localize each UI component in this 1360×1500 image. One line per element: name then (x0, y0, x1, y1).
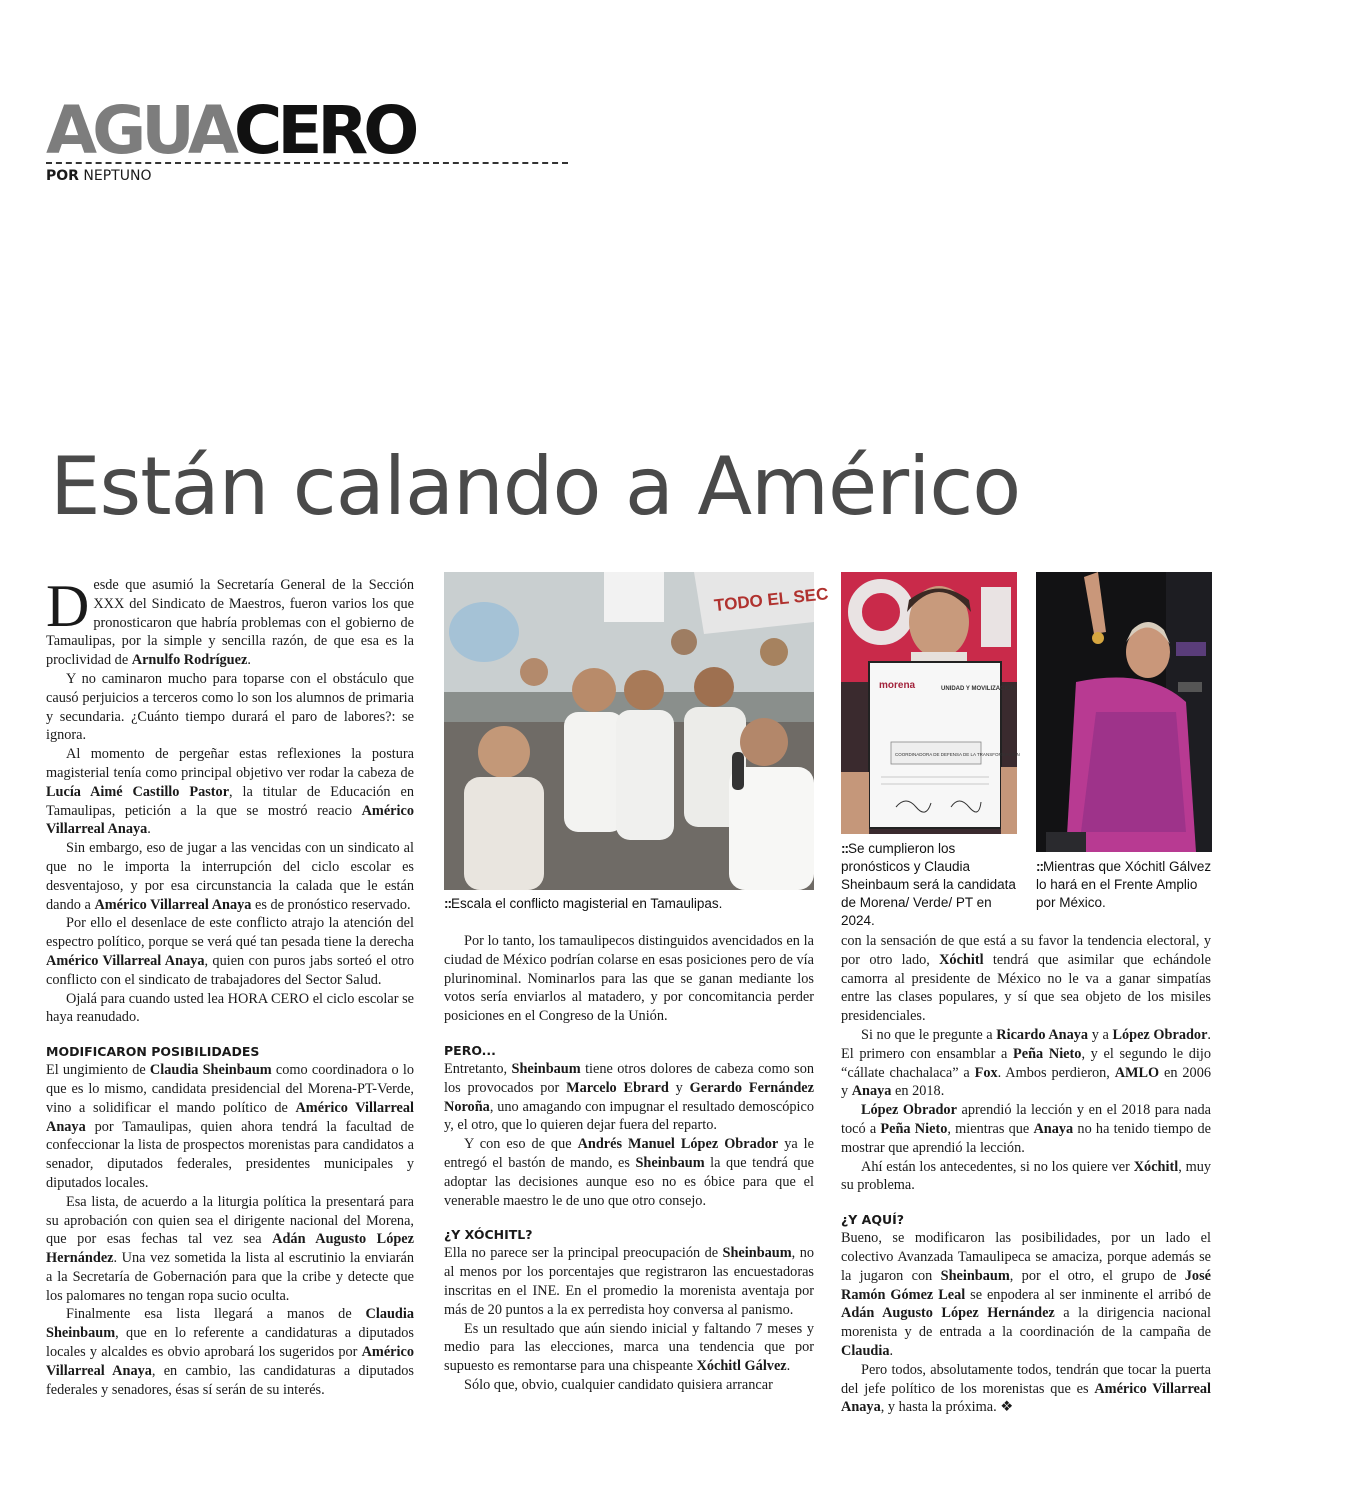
subheading: ¿Y XÓCHITL? (444, 1227, 533, 1243)
paragraph: Ojalá para cuando usted lea HORA CERO el ciclo escolar se haya reanudado. (46, 990, 414, 1026)
article-column-1 (46, 573, 414, 1399)
subheading: ¿Y AQUÍ? (841, 1212, 905, 1228)
drop-cap: D (46, 573, 90, 639)
subheading: MODIFICARON POSIBILIDADES (46, 1044, 260, 1060)
document-brand: morena (879, 680, 916, 691)
headline: Están calando a Américo (50, 440, 1021, 533)
photo-caption-2: ::Se cumplieron los pronósticos y Claudia Sheinbaum será la candidata de Morena/ Verde/ PT en 2024. (841, 841, 1016, 928)
document-title: COORDINADORA DE DEFENSA DE LA TRANSFORMACIÓN (895, 752, 1020, 757)
paragraph: Desde que asumió la Secretaría General de la Sección XXX del Sindicato de Maestros, fueron varios los que pronosticaron que habría problemas con el gobierno de Tamaulipas, por la simple y sencilla razón, de que esa es la proclividad de Arnulfo Rodríguez. (46, 573, 414, 669)
photo-xochitl (1036, 572, 1212, 852)
photo-sheinbaum (841, 572, 1020, 834)
masthead (46, 92, 571, 184)
protest-photo-image (444, 572, 830, 890)
paragraph: El ungimiento de Claudia Sheinbaum como coordinadora o lo que es lo mismo, candidata presidencial del Morena-PT-Verde, vino a solidificar el mando político de Américo Villarreal Anaya por Tamaulipas, quien ahora tendrá la facultad de confeccionar la lista de prospectos morenistas para candidatos a senador, diputados federales, presidentes municipales y diputados locales. (46, 1062, 414, 1191)
paragraph: Ahí están los antecedentes, si no los quiere ver Xóchitl, muy su problema. (841, 1158, 1211, 1194)
sheinbaum-photo-image (841, 572, 1020, 834)
document-heading: UNIDAD Y MOVILIZACIÓN (941, 686, 1016, 692)
section-logo: AGUACERO (46, 92, 415, 169)
photo-caption-1: ::Escala el conflicto magisterial en Tamaulipas. (444, 896, 723, 911)
photo-caption-3: ::Mientras que Xóchitl Gálvez lo hará en el Frente Amplio por México. (1036, 859, 1212, 910)
banner-text: TODO EL SEC (713, 584, 830, 616)
paragraph: Pero todos, absolutamente todos, tendrán que tocar la puerta del jefe político de los morenistas que es Américo Villarreal Anaya, y hasta la próxima. ❖ (841, 1361, 1211, 1416)
paragraph: López Obrador aprendió la lección y en el 2018 para nada tocó a Peña Nieto, mientras que Anaya no ha tenido tiempo de mostrar que aprendió la lección. (841, 1102, 1212, 1156)
paragraph: Entretanto, Sheinbaum tiene otros dolores de cabeza como son los provocados por Marcelo Ebrard y Gerardo Fernández Noroña, uno amagando con impugnar el resultado demoscópico y, el otro, que lo quieren dejar fuera del reparto. (444, 1060, 814, 1134)
paragraph: Esa lista, de acuerdo a la liturgia política la presentará para su aprobación con quien sea el dirigente nacional del Morena, que por esas fechas tal vez sea Adán Augusto López Hernández. Una vez sometida la lista al escrutinio la enviarán a la Secretaría de Gobernación para que la cribe y detecte que los palomares no tengan ropa sucio oculta. (46, 1193, 414, 1304)
paragraph: Bueno, se modificaron las posibilidades, por un lado el colectivo Avanzada Tamaulipeca se amaciza, porque además se la jugaron con Sheinbaum, por el otro, el grupo de José Ramón Gómez Leal se enpodera al ser inminente el arribó de Adán Augusto López Hernández a la dirigencia nacional morenista y de entrada a la coordinación de la campaña de Claudia. (841, 1230, 1211, 1359)
article-column-2 (444, 932, 814, 1395)
byline: POR NEPTUNO (46, 168, 152, 184)
paragraph: Sin embargo, eso de jugar a las vencidas con un sindicato al que no le importa la interrupción del ciclo escolar es desventajoso, y por esa circunstancia la calada que le están dando a Américo Villarreal Anaya es de pronóstico reservado. (46, 840, 414, 913)
paragraph: Por lo tanto, los tamaulipecos distinguidos avencidados en la ciudad de México podrían colarse en esas posiciones pero de vía plurinominal. Nominarlos para las que se ganan mediante los votos sería enviarlos al matadero, y por concomitancia perder posiciones en el Congreso de la Unión. (444, 933, 814, 1025)
paragraph: Sólo que, obvio, cualquier candidato quisiera arrancar (464, 1376, 773, 1393)
paragraph: Ella no parece ser la principal preocupación de Sheinbaum, no al menos por los porcentajes que registraron las encuestadoras inscritas en el INE. En el promedio la morenista aventaja por más de 20 puntos a la ex perredista hoy conversa al panismo. (444, 1245, 814, 1318)
paragraph: Y no caminaron mucho para toparse con el obstáculo que causó perjuicios a terceros como lo son los alumnos de primaria y secundaria. ¿Cuánto tiempo durará el paro de labores?: se ignora. (46, 670, 414, 744)
subheading: PERO... (444, 1042, 496, 1058)
paragraph: con la sensación de que está a su favor la tendencia electoral, y por otro lado, Xóchitl tendrá que asimilar que echándole camorra al presidente de México no le va a ganar simpatías entre las clases populares, y sí que sea objeto de los misiles presidenciales. (841, 933, 1211, 1025)
paragraph: Si no que le pregunte a Ricardo Anaya y a López Obrador. El primero con ensamblar a Peña Nieto, y el segundo le dijo “cállate chachalaca” a Fox. Ambos perdieron, AMLO en 2006 y Anaya en 2018. (841, 1026, 1212, 1100)
paragraph: Y con eso de que Andrés Manuel López Obrador ya le entregó el bastón de mando, es Sheinbaum la que tendrá que adoptar las decisiones aunque eso no es óbice para que el venerable maestro le de uno que otro consejo. (444, 1136, 814, 1209)
xochitl-photo-image (1036, 572, 1212, 852)
paragraph: Por ello el desenlace de este conflicto atrajo la atención del espectro político, porque se verá qué tan pesada tiene la derecha Américo Villarreal Anaya, quien con puros jabs sorteó el otro conflicto con el sindicato de trabajadores del Sector Salud. (46, 915, 414, 988)
paragraph: Al momento de pergeñar estas reflexiones la postura magisterial tenía como principal objetivo ver rodar la cabeza de Lucía Aimé Castillo Pastor, la titular de Educación en Tamaulipas, petición a la que se mostró reacio Américo Villarreal Anaya. (46, 746, 414, 838)
photo-protest (444, 572, 830, 890)
article-column-3 (841, 932, 1211, 1417)
paragraph: Finalmente esa lista llegará a manos de Claudia Sheinbaum, que en lo referente a candidaturas a diputados locales y alcaldes es obvio aprobará los sugeridos por Américo Villarreal Anaya, en cambio, las candidaturas a diputados federales y senadores, ésas sí serán de su interés. (46, 1306, 414, 1398)
paragraph: Es un resultado que aún siendo inicial y faltando 7 meses y medio para las elecciones, marca una tendencia que por supuesto es remontarse para una chispeante Xóchitl Gálvez. (444, 1320, 814, 1375)
